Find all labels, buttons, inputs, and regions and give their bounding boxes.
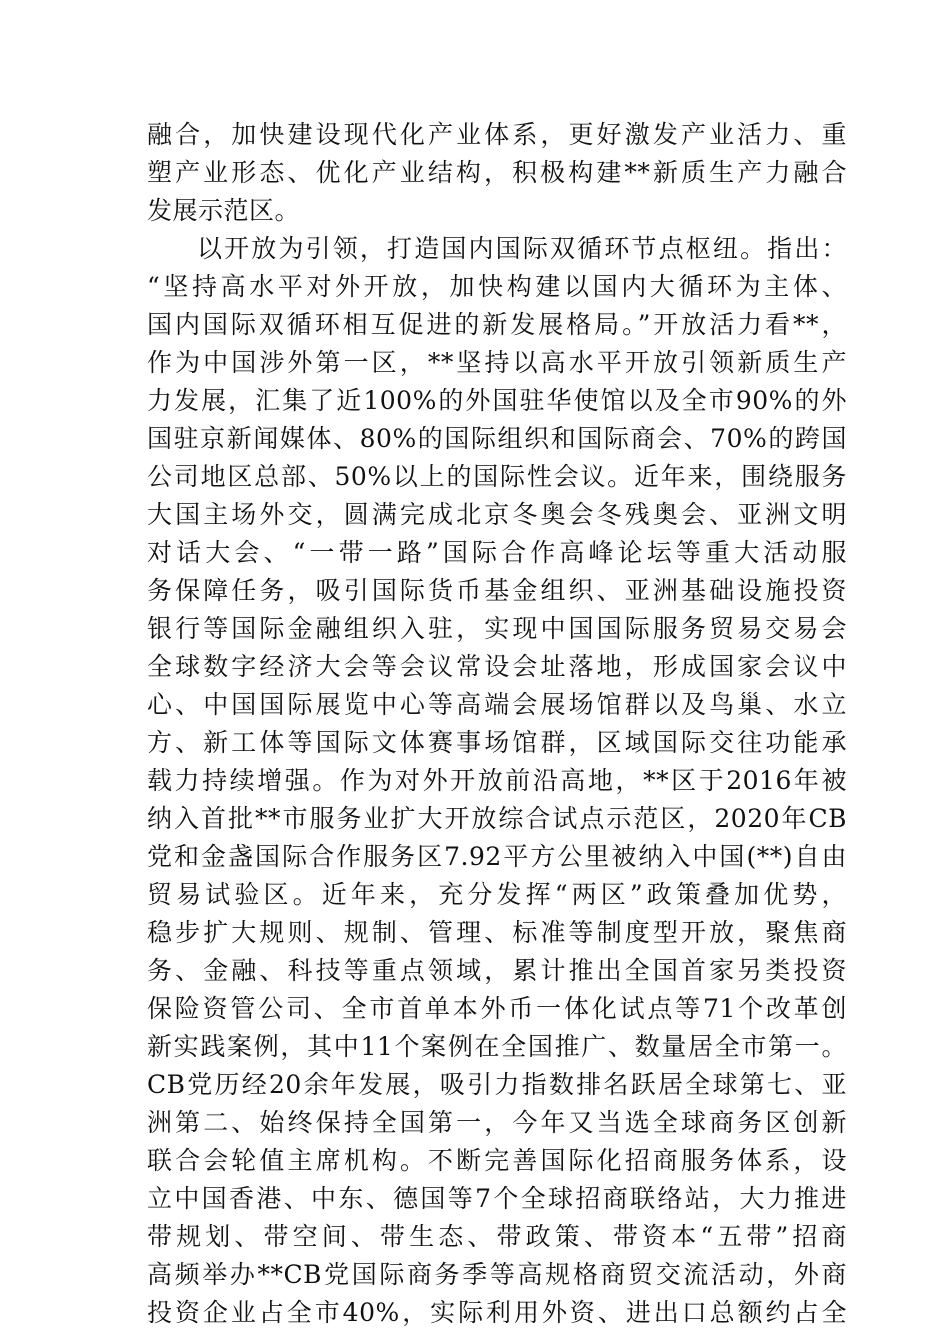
text-line: 联合会轮值主席机构。不断完善国际化招商服务体系，设 bbox=[147, 1146, 847, 1175]
text-line: 稳步扩大规则、规制、管理、标准等制度型开放，聚焦商 bbox=[147, 918, 847, 947]
text-line: 发展示范区。 bbox=[147, 196, 301, 225]
text-line: 银行等国际金融组织入驻，实现中国国际服务贸易交易会 bbox=[147, 614, 847, 643]
text-line: 塑产业形态、优化产业结构，积极构建**新质生产力融合 bbox=[147, 158, 847, 187]
text-line: 作为中国涉外第一区，**坚持以高水平开放引领新质生产 bbox=[147, 348, 847, 377]
text-line: 贸易试验区。近年来，充分发挥“两区”政策叠加优势， bbox=[147, 880, 847, 909]
body-text bbox=[147, 116, 847, 1332]
text-line: 全球数字经济大会等会议常设会址落地，形成国家会议中 bbox=[147, 652, 847, 681]
text-line: 带规划、带空间、带生态、带政策、带资本“五带”招商 bbox=[147, 1222, 847, 1251]
text-line: 务、金融、科技等重点领域，累计推出全国首家另类投资 bbox=[147, 956, 847, 985]
text-line: 心、中国国际展览中心等高端会展场馆群以及鸟巢、水立 bbox=[147, 690, 847, 719]
text-line: “坚持高水平对外开放，加快构建以国内大循环为主体、 bbox=[147, 272, 847, 301]
text-line: 大国主场外交，圆满完成北京冬奥会冬残奥会、亚洲文明 bbox=[147, 500, 847, 529]
text-line: 对话大会、“一带一路”国际合作高峰论坛等重大活动服 bbox=[147, 538, 847, 567]
text-line: 力发展，汇集了近100%的外国驻华使馆以及全市90%的外 bbox=[147, 386, 847, 415]
text-line: 载力持续增强。作为对外开放前沿高地，**区于2016年被 bbox=[147, 766, 847, 795]
text-line: CB党历经20余年发展，吸引力指数排名跃居全球第七、亚 bbox=[147, 1070, 847, 1099]
text-line: 投资企业占全市40%，实际利用外资、进出口总额约占全 bbox=[147, 1298, 847, 1327]
text-line: 纳入首批**市服务业扩大开放综合试点示范区，2020年CB bbox=[147, 804, 847, 833]
text-line: 立中国香港、中东、德国等7个全球招商联络站，大力推进 bbox=[147, 1184, 847, 1213]
text-line: 高频举办**CB党国际商务季等高规格商贸交流活动，外商 bbox=[147, 1260, 847, 1289]
text-line: 保险资管公司、全市首单本外币一体化试点等71个改革创 bbox=[147, 994, 847, 1023]
text-line: 融合，加快建设现代化产业体系，更好激发产业活力、重 bbox=[147, 120, 847, 149]
text-line: 党和金盏国际合作服务区7.92平方公里被纳入中国(**)自由 bbox=[147, 842, 847, 871]
text-line: 国驻京新闻媒体、80%的国际组织和国际商会、70%的跨国 bbox=[147, 424, 847, 453]
text-line: 方、新工体等国际文体赛事场馆群，区域国际交往功能承 bbox=[147, 728, 847, 757]
text-line: 以开放为引领，打造国内国际双循环节点枢纽。指出： bbox=[197, 234, 847, 263]
text-line: 务保障任务，吸引国际货币基金组织、亚洲基础设施投资 bbox=[147, 576, 847, 605]
text-line: 国内国际双循环相互促进的新发展格局。”开放活力看**， bbox=[147, 310, 847, 339]
text-line: 洲第二、始终保持全国第一，今年又当选全球商务区创新 bbox=[147, 1108, 847, 1137]
text-line: 公司地区总部、50%以上的国际性会议。近年来，围绕服务 bbox=[147, 462, 847, 491]
text-line: 新实践案例，其中11个案例在全国推广、数量居全市第一。 bbox=[147, 1032, 847, 1061]
